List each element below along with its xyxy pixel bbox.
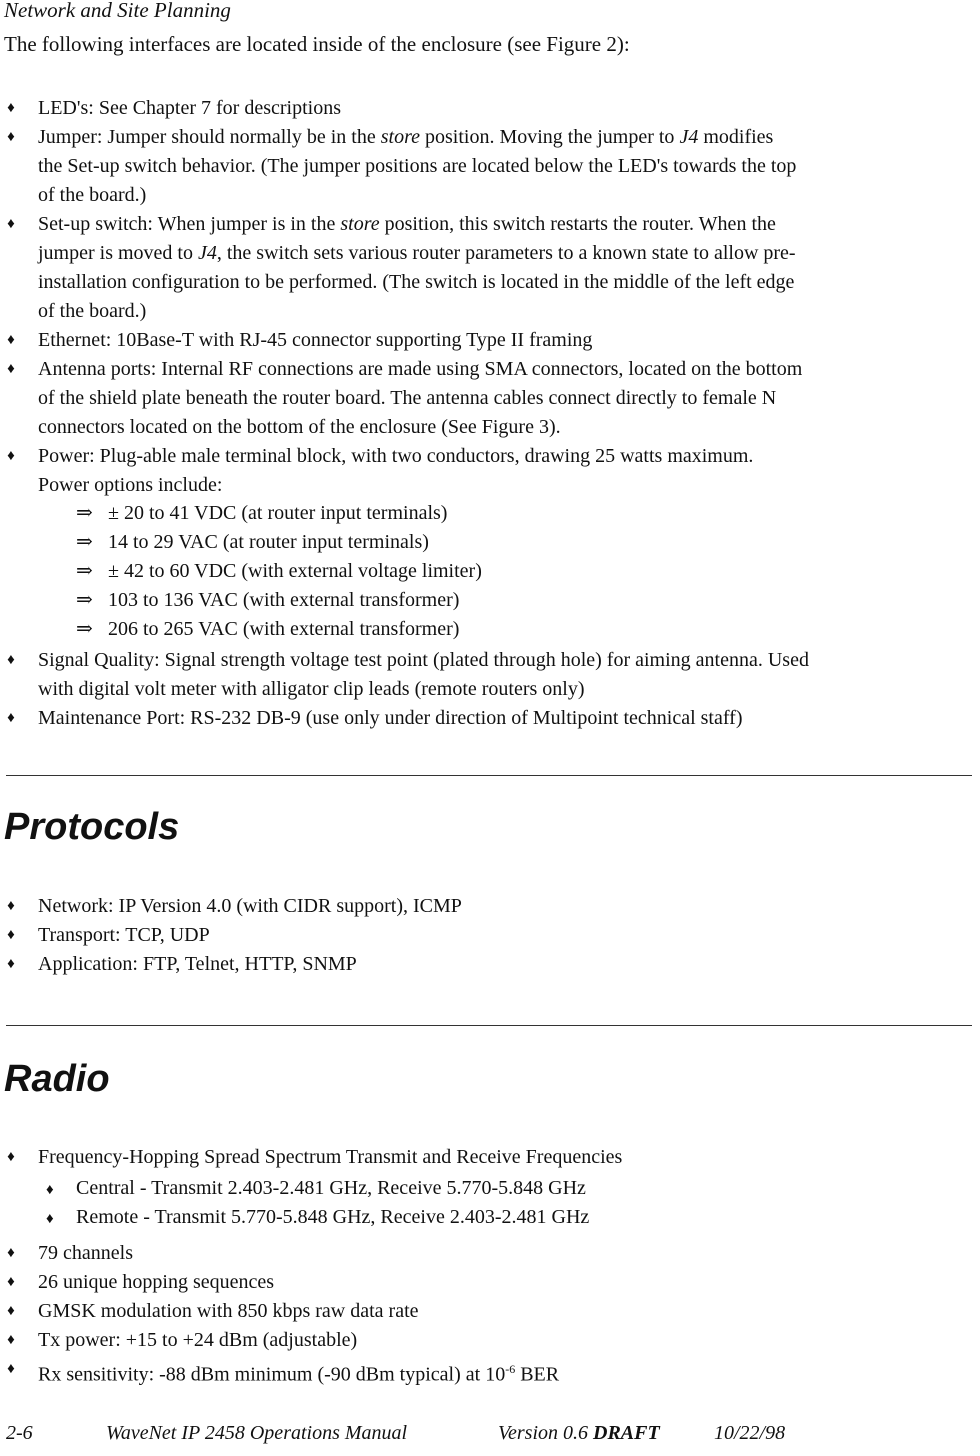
- arrow-icon: ⇒: [76, 502, 93, 524]
- page-number: 2-6: [6, 1422, 33, 1444]
- bullet-text: Ethernet: 10Base-T with RJ-45 connector supporting Type II framing: [38, 329, 593, 351]
- bullet-text: Set-up switch: When jumper is in the store position, this switch restarts the router. When the jumper is moved to J4, the switch sets various router parameters to a known state to allow pre- installation configuration to be performed. (The switch is located in the middle of the left edge of the board.): [38, 213, 796, 322]
- bullet-radio-channels: [4, 1239, 973, 1268]
- version-info: Version 0.6 DRAFT: [498, 1422, 660, 1444]
- bullet-icon: ♦: [7, 100, 15, 116]
- bullet-text: LED's: See Chapter 7 for descriptions: [38, 97, 341, 119]
- section-heading-protocols: Protocols: [4, 806, 180, 848]
- bullet-text: GMSK modulation with 850 kbps raw data rate: [38, 1300, 419, 1322]
- bullet-icon: ♦: [7, 898, 15, 914]
- bullet-text: Signal Quality: Signal strength voltage test point (plated through hole) for aiming antenna. Used with digital volt meter with alligator clip leads (remote routers only): [38, 649, 809, 700]
- power-option: ⇒ ± 42 to 60 VDC (with external voltage limiter): [76, 560, 482, 582]
- bullet-icon: ♦: [7, 956, 15, 972]
- bullet-text: Tx power: +15 to +24 dBm (adjustable): [38, 1329, 358, 1351]
- bullet-radio-tx: [4, 1326, 973, 1355]
- bullet-ethernet: [4, 326, 973, 355]
- bullet-text: Jumper: Jumper should normally be in the store position. Moving the jumper to J4 modifies the Set-up switch behavior. (The jumper positions are located below the LED's towards the top of the board.): [38, 126, 797, 206]
- bullet-text: Antenna ports: Internal RF connections are made using SMA connectors, located on the bottom of the shield plate beneath the router board. The antenna cables connect directly to female N connectors located on the bottom of the enclosure (See Figure 3).: [38, 358, 803, 438]
- bullet-text: 79 channels: [38, 1242, 133, 1264]
- footer-date: 10/22/98: [714, 1422, 786, 1444]
- arrow-icon: ⇒: [76, 560, 93, 582]
- power-option: ⇒ 14 to 29 VAC (at router input terminals): [76, 531, 429, 553]
- bullet-text: Transport: TCP, UDP: [38, 924, 210, 946]
- power-option: ⇒ ± 20 to 41 VDC (at router input terminals): [76, 502, 448, 524]
- bullet-text: Power: Plug-able male terminal block, with two conductors, drawing 25 watts maximum. Power options include:: [38, 445, 754, 496]
- bullet-icon: ♦: [7, 1361, 15, 1377]
- bullet-icon: ♦: [46, 1182, 54, 1198]
- section-heading-radio: Radio: [4, 1058, 110, 1100]
- bullet-text: 26 unique hopping sequences: [38, 1271, 275, 1293]
- section-divider: [6, 775, 972, 776]
- bullet-icon: ♦: [7, 1332, 15, 1348]
- bullet-icon: ♦: [7, 710, 15, 726]
- bullet-radio-rx: [4, 1355, 973, 1390]
- bullet-radio-hopping: [4, 1268, 973, 1297]
- intro-paragraph: The following interfaces are located inside of the enclosure (see Figure 2):: [4, 32, 630, 56]
- power-option: ⇒ 103 to 136 VAC (with external transformer): [76, 589, 460, 611]
- bullet-icon: ♦: [7, 361, 15, 377]
- running-header: Network and Site Planning: [4, 0, 231, 22]
- bullet-text: Maintenance Port: RS-232 DB-9 (use only under direction of Multipoint technical staff): [38, 707, 743, 729]
- bullet-icon: ♦: [7, 332, 15, 348]
- bullet-icon: ♦: [46, 1211, 54, 1227]
- arrow-icon: ⇒: [76, 531, 93, 553]
- bullet-setup-switch: [4, 210, 973, 326]
- bullet-power: [4, 442, 973, 500]
- bullet-icon: ♦: [7, 1303, 15, 1319]
- arrow-icon: ⇒: [76, 589, 93, 611]
- bullet-signal-quality: [4, 646, 973, 704]
- bullet-leds: [4, 94, 973, 123]
- bullet-protocol-network: [4, 892, 973, 921]
- bullet-icon: ♦: [7, 1274, 15, 1290]
- radio-sub-central: ♦ Central - Transmit 2.403-2.481 GHz, Receive 5.770-5.848 GHz: [46, 1177, 586, 1199]
- bullet-icon: ♦: [7, 1245, 15, 1261]
- power-option: ⇒ 206 to 265 VAC (with external transformer): [76, 618, 460, 640]
- bullet-jumper: [4, 123, 973, 210]
- bullet-icon: ♦: [7, 652, 15, 668]
- bullet-icon: ♦: [7, 927, 15, 943]
- bullet-protocol-transport: [4, 921, 973, 950]
- bullet-icon: ♦: [7, 1149, 15, 1165]
- radio-sub-remote: ♦ Remote - Transmit 5.770-5.848 GHz, Receive 2.403-2.481 GHz: [46, 1206, 590, 1228]
- bullet-text: Application: FTP, Telnet, HTTP, SNMP: [38, 953, 357, 975]
- bullet-icon: ♦: [7, 216, 15, 232]
- bullet-radio-gmsk: [4, 1297, 973, 1326]
- bullet-maintenance-port: [4, 704, 973, 733]
- bullet-protocol-application: [4, 950, 973, 979]
- section-divider: [6, 1025, 972, 1026]
- bullet-radio-fhss: [4, 1143, 973, 1172]
- bullet-icon: ♦: [7, 129, 15, 145]
- bullet-text: Rx sensitivity: -88 dBm minimum (-90 dBm typical) at $10^{-6}$ BER: [38, 1362, 560, 1386]
- arrow-icon: ⇒: [76, 618, 93, 640]
- bullet-text: Frequency-Hopping Spread Spectrum Transmit and Receive Frequencies: [38, 1146, 623, 1168]
- bullet-icon: ♦: [7, 448, 15, 464]
- bullet-text: Network: IP Version 4.0 (with CIDR support), ICMP: [38, 895, 462, 917]
- bullet-antenna: [4, 355, 973, 442]
- manual-title: WaveNet IP 2458 Operations Manual: [106, 1422, 408, 1444]
